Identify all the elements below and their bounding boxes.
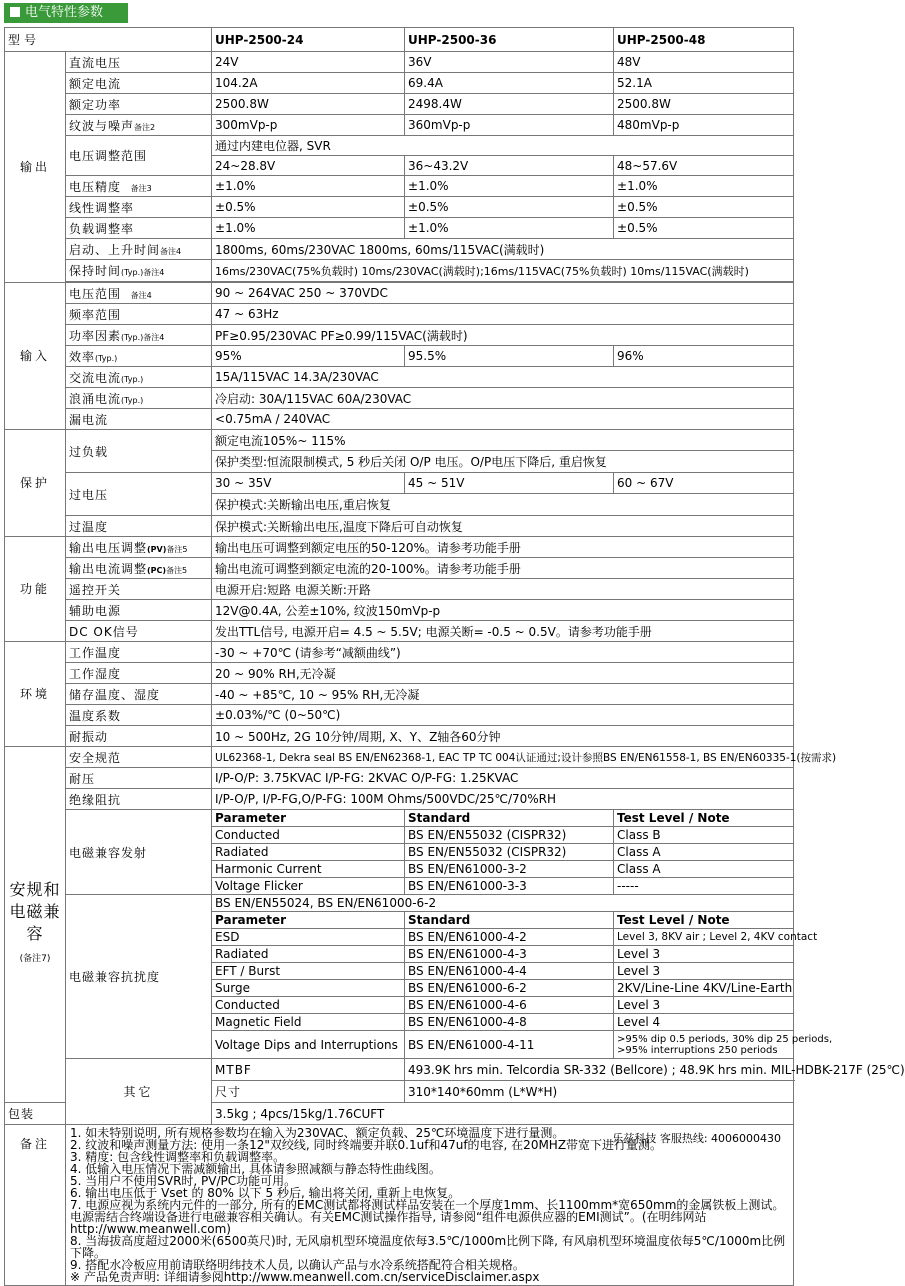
notes-cell (66, 1125, 794, 1286)
row-label: 启动、上升时间备注4 (66, 239, 212, 260)
model-col: UHP-2500-24 (212, 28, 405, 52)
cell: 电源开启:短路 电源关断:开路 (212, 579, 794, 600)
cell: BS EN/EN55032 (CISPR32) (405, 827, 614, 844)
cell: 保护模式:关断输出电压,温度下降后可自动恢复 (212, 516, 794, 537)
row-label: 温度系数 (66, 705, 212, 726)
cell: 45 ~ 51V (405, 473, 614, 494)
cell: 69.4A (405, 73, 614, 94)
col-head: Test Level / Note (614, 810, 794, 827)
row-label: 尺寸 (212, 1081, 405, 1103)
cell: UL62368-1, Dekra seal BS EN/EN62368-1, EAC TP TC 004认证通过;设计参照BS EN/EN61558-1, BS EN/EN60335-1(按需求) (212, 747, 794, 768)
cell: 冷启动: 30A/115VAC 60A/230VAC (212, 388, 794, 409)
section-environment: 环境 (5, 642, 66, 747)
tag: (PC) (147, 565, 167, 575)
cell: BS EN/EN61000-4-3 (405, 946, 614, 963)
row-label: 保持时间(Typ.)备注4 (66, 260, 212, 282)
row-label: 功率因素(Typ.)备注4 (66, 325, 212, 346)
cell: 360mVp-p (405, 115, 614, 136)
note-tag: 备注4 (160, 246, 182, 256)
cell: BS EN/EN61000-4-6 (405, 997, 614, 1014)
note-line: 7. 电源应视为系统内元件的一部分, 所有的EMC测试都将测试样品安装在一个厚度1mm、长1100mm*宽650mm的金属铁板上测试。 (70, 1198, 785, 1212)
note-line: 电源需结合终端设备进行电磁兼容相关确认。有关EMC测试操作指导, 请参阅“组件电源供应器的EMI测试”。(在明纬网站http://www.meanwell.com) (70, 1210, 707, 1236)
cell: Class A (614, 861, 794, 878)
cell: Conducted (212, 827, 405, 844)
cell: 300mVp-p (212, 115, 405, 136)
cell: Level 4 (614, 1014, 794, 1031)
section-others: 其它 (66, 1059, 212, 1125)
cell: Level 3, 8KV air ; Level 2, 4KV contact (614, 929, 794, 946)
cell: 104.2A (212, 73, 405, 94)
note-tag: 备注4 (130, 290, 152, 300)
row-label: 输出电压调整(PV)备注5 (66, 537, 212, 558)
row-label: 漏电流 (66, 409, 212, 430)
cell: Level 3 (614, 946, 794, 963)
contact-hotline: 乐兹科技 客服热线: 4006000430 (612, 1132, 782, 1145)
note-line: 5. 当用户不使用SVR时, PV/PC功能可用。 (70, 1174, 297, 1188)
cell: Class B (614, 827, 794, 844)
note-tag: 备注4 (143, 268, 165, 277)
cell: 24~28.8V (212, 156, 405, 176)
section-function: 功能 (5, 537, 66, 642)
cell: 20 ~ 90% RH,无冷凝 (212, 663, 794, 684)
cell: I/P-O/P, I/P-FG,O/P-FG: 100M Ohms/500VDC/25℃/70%RH (212, 789, 794, 810)
cell: 60 ~ 67V (614, 473, 794, 494)
cell: 1800ms, 60ms/230VAC 1800ms, 60ms/115VAC(满载时) (212, 239, 794, 260)
cell: Radiated (212, 844, 405, 861)
note-line: 1. 如未特别说明, 所有规格参数均在输入为230VAC、额定负载、25℃环境温度下进行量测。 (70, 1126, 565, 1140)
cell: EFT / Burst (212, 963, 405, 980)
cell: Voltage Dips and Interruptions (212, 1031, 405, 1059)
cell: 493.9K hrs min. Telcordia SR-332 (Bellcore) ; 48.9K hrs min. MIL-HDBK-217F (25℃) (405, 1059, 794, 1081)
row-label: 电磁兼容发射 (66, 810, 212, 895)
row-label: 电压范围 备注4 (66, 283, 212, 304)
typ-tag: (Typ.) (121, 332, 144, 342)
cell: 2500.8W (614, 94, 794, 115)
cell: 15A/115VAC 14.3A/230VAC (212, 367, 794, 388)
col-head: Standard (405, 912, 614, 929)
row-label: 直流电压 (66, 52, 212, 73)
row-label: 额定功率 (66, 94, 212, 115)
cell: 310*140*60mm (L*W*H) (405, 1081, 794, 1103)
cell: Radiated (212, 946, 405, 963)
row-label: 电磁兼容抗扰度 (66, 895, 212, 1059)
cell: BS EN/EN55032 (CISPR32) (405, 844, 614, 861)
cell: 发出TTL信号, 电源开启= 4.5 ~ 5.5V; 电源关断= -0.5 ~ 0.5V。请参考功能手册 (212, 621, 794, 642)
note-line: 2. 纹波和噪声测量方法: 使用一条12"双绞线, 同时终端要并联0.1uf和47uf的电容, 在20MHZ带宽下进行量测。 (70, 1138, 663, 1152)
cell: 90 ~ 264VAC 250 ~ 370VDC (212, 283, 794, 304)
cell: -30 ~ +70℃ (请参考“减额曲线”) (212, 642, 794, 663)
cell: ±1.0% (212, 176, 405, 197)
typ-tag: (Typ.) (121, 374, 144, 384)
section-output: 输出 (5, 52, 66, 283)
row-label: 包装 (5, 1103, 66, 1125)
cell: ±1.0% (405, 176, 614, 197)
cell: BS EN/EN61000-6-2 (405, 980, 614, 997)
cell: ±1.0% (614, 176, 794, 197)
row-label: DC OK信号 (66, 621, 212, 642)
row-label: 工作湿度 (66, 663, 212, 684)
note-tag: 备注4 (143, 332, 165, 342)
cell: 47 ~ 63Hz (212, 304, 794, 325)
cell: <0.75mA / 240VAC (212, 409, 794, 430)
note-line: 3. 精度: 包含线性调整率和负载调整率。 (70, 1150, 286, 1164)
cell: BS EN/EN61000-4-11 (405, 1031, 614, 1059)
tag: (PV) (147, 544, 167, 554)
cell: ----- (614, 878, 794, 895)
section-safety: 安规和电磁兼容 (备注7) (5, 747, 66, 1103)
model-col: UHP-2500-48 (614, 28, 794, 52)
cell: >95% dip 0.5 periods, 30% dip 25 periods, >95% interruptions 250 periods (614, 1031, 794, 1059)
section-notes: 备注 (5, 1125, 66, 1286)
cell: 96% (614, 346, 794, 367)
cell: BS EN/EN61000-3-2 (405, 861, 614, 878)
note-tag: 备注2 (134, 122, 156, 132)
row-label: 浪涌电流(Typ.) (66, 388, 212, 409)
cell: 48~57.6V (614, 156, 794, 176)
row-label: 输出电流调整(PC)备注5 (66, 558, 212, 579)
cell: 16ms/230VAC(75%负载时) 10ms/230VAC(满载时);16ms/115VAC(75%负载时) 10ms/115VAC(满载时) (212, 260, 794, 282)
row-label: 电压精度 备注3 (66, 176, 212, 197)
cell: Surge (212, 980, 405, 997)
model-col: UHP-2500-36 (405, 28, 614, 52)
row-label: 遥控开关 (66, 579, 212, 600)
row-label: MTBF (212, 1059, 405, 1081)
typ-tag: (Typ.) (95, 353, 118, 363)
col-head: Parameter (212, 810, 405, 827)
cell: BS EN/EN61000-4-2 (405, 929, 614, 946)
col-head: Test Level / Note (614, 912, 794, 929)
note-tag: 备注5 (166, 544, 188, 554)
spec-table (4, 27, 905, 1286)
cell: BS EN/EN61000-3-3 (405, 878, 614, 895)
cell: Harmonic Current (212, 861, 405, 878)
cell: 通过内建电位器, SVR (212, 136, 794, 156)
row-label: 频率范围 (66, 304, 212, 325)
cell: ±1.0% (212, 218, 405, 239)
cell: Level 3 (614, 997, 794, 1014)
row-label: 交流电流(Typ.) (66, 367, 212, 388)
cell: 36V (405, 52, 614, 73)
row-label: 纹波与噪声备注2 (66, 115, 212, 136)
cell: 输出电压可调整到额定电压的50-120%。请参考功能手册 (212, 537, 794, 558)
note-tag: 备注5 (166, 565, 188, 575)
row-label: 安全规范 (66, 747, 212, 768)
row-label: 负载调整率 (66, 218, 212, 239)
cell: 52.1A (614, 73, 794, 94)
cell: Class A (614, 844, 794, 861)
note-line: 9. 搭配水冷板应用前请联络明纬技术人员, 以确认产品与水冷系统搭配符合相关规格。 (70, 1258, 525, 1272)
cell: ESD (212, 929, 405, 946)
cell: 保护模式:关断输出电压,重启恢复 (212, 494, 794, 516)
cell: Conducted (212, 997, 405, 1014)
cell: ±0.5% (614, 197, 794, 218)
section-header-title: 电气特性参数 (25, 5, 104, 20)
cell: ±1.0% (405, 218, 614, 239)
typ-tag: (Typ.) (121, 395, 144, 405)
cell: BS EN/EN55024, BS EN/EN61000-6-2 (212, 895, 794, 912)
note-line: ※ 产品免责声明: 详细请参阅http://www.meanwell.com.cn/serviceDisclaimer.aspx (70, 1270, 540, 1284)
model-row (5, 28, 794, 52)
cell: 480mVp-p (614, 115, 794, 136)
cell: BS EN/EN61000-4-4 (405, 963, 614, 980)
row-label: 电压调整范围 (66, 136, 212, 176)
cell: 额定电流105%~ 115% (212, 430, 794, 451)
cell: ±0.5% (405, 197, 614, 218)
cell: 48V (614, 52, 794, 73)
model-label: 型号 (5, 28, 212, 52)
cell: 12V@0.4A, 公差±10%, 纹波150mVp-p (212, 600, 794, 621)
cell: -40 ~ +85℃, 10 ~ 95% RH,无冷凝 (212, 684, 794, 705)
cell: 30 ~ 35V (212, 473, 405, 494)
row-label: 耐振动 (66, 726, 212, 747)
row-label: 过温度 (66, 516, 212, 537)
row-label: 过负载 (66, 430, 212, 473)
section-input: 输入 (5, 283, 66, 430)
cell: 95% (212, 346, 405, 367)
typ-tag: (Typ.) (121, 268, 144, 277)
col-head: Parameter (212, 912, 405, 929)
row-label: 线性调整率 (66, 197, 212, 218)
row-label: 工作温度 (66, 642, 212, 663)
cell: Voltage Flicker (212, 878, 405, 895)
cell: Level 3 (614, 963, 794, 980)
cell: I/P-O/P: 3.75KVAC I/P-FG: 2KVAC O/P-FG: 1.25KVAC (212, 768, 794, 789)
note-line: 4. 低输入电压情况下需减额输出, 具体请参照减额与静态特性曲线图。 (70, 1162, 441, 1176)
cell: ±0.03%/℃ (0~50℃) (212, 705, 794, 726)
row-label: 辅助电源 (66, 600, 212, 621)
square-icon (10, 7, 20, 17)
cell: 输出电流可调整到额定电流的20-100%。请参考功能手册 (212, 558, 794, 579)
cell: 36~43.2V (405, 156, 614, 176)
note-tag: (备注7) (19, 954, 51, 964)
cell: 2KV/Line-Line 4KV/Line-Earth (614, 980, 794, 997)
cell: 24V (212, 52, 405, 73)
cell: BS EN/EN61000-4-8 (405, 1014, 614, 1031)
cell: ±0.5% (212, 197, 405, 218)
row-label: 额定电流 (66, 73, 212, 94)
row-label: 绝缘阻抗 (66, 789, 212, 810)
cell: PF≥0.95/230VAC PF≥0.99/115VAC(满载时) (212, 325, 794, 346)
row-label: 储存温度、湿度 (66, 684, 212, 705)
cell: 3.5kg ; 4pcs/15kg/1.76CUFT (212, 1103, 794, 1125)
cell: ±0.5% (614, 218, 794, 239)
note-tag: 备注3 (130, 183, 152, 193)
row-label: 效率(Typ.) (66, 346, 212, 367)
note-line: 6. 输出电压低于 Vset 的 80% 以下 5 秒后, 输出将关闭, 重新上电恢复。 (70, 1186, 461, 1200)
section-header (4, 3, 128, 23)
cell: 保护类型:恒流限制模式, 5 秒后关闭 O/P 电压。O/P电压下降后, 重启恢复 (212, 451, 794, 473)
cell: 2498.4W (405, 94, 614, 115)
col-head: Standard (405, 810, 614, 827)
cell: 2500.8W (212, 94, 405, 115)
cell: 10 ~ 500Hz, 2G 10分钟/周期, X、Y、Z轴各60分钟 (212, 726, 794, 747)
row-label: 过电压 (66, 473, 212, 516)
note-line: 8. 当海拔高度超过2000米(6500英尺)时, 无风扇机型环境温度依每3.5℃/1000m比例下降, 有风扇机型环境温度依每5℃/1000m比例下降。 (70, 1234, 786, 1260)
section-protection: 保护 (5, 430, 66, 537)
cell: 95.5% (405, 346, 614, 367)
row-label: 耐压 (66, 768, 212, 789)
cell: Magnetic Field (212, 1014, 405, 1031)
